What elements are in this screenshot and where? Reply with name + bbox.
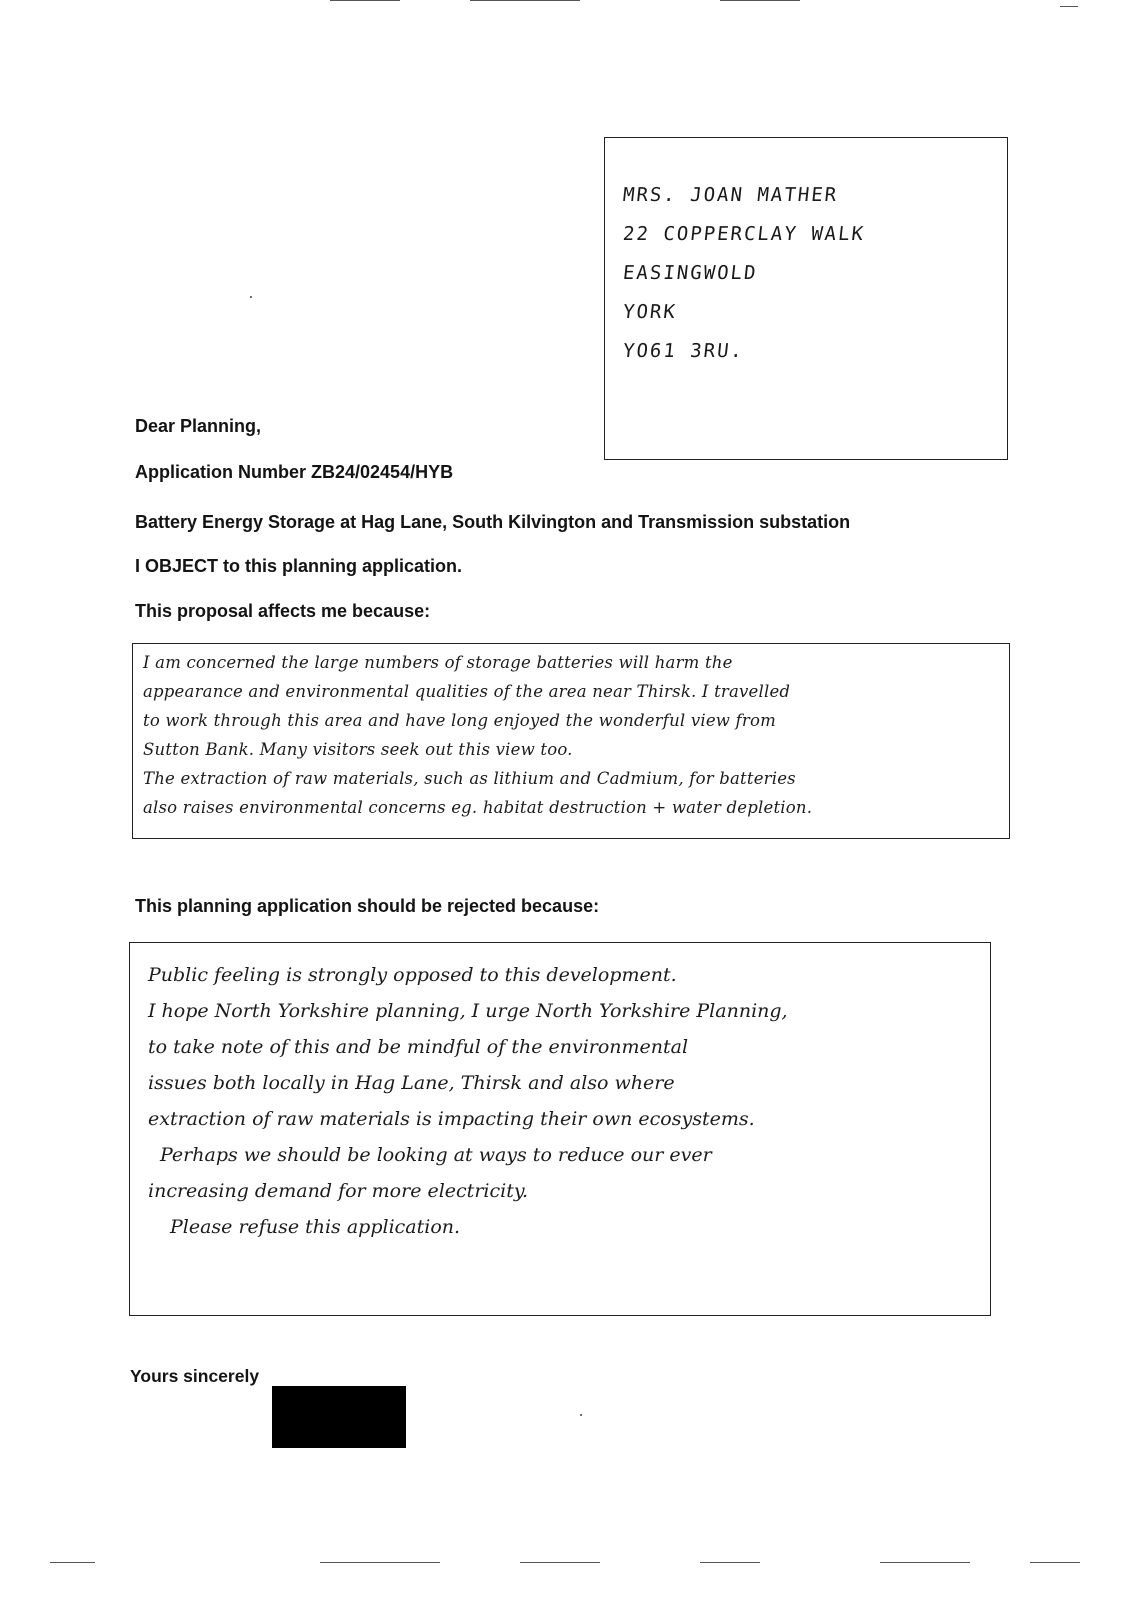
scan-speck (250, 296, 252, 298)
handwritten-line: I am concerned the large numbers of storage batteries will harm the (143, 653, 733, 672)
application-subject: Battery Energy Storage at Hag Lane, South Kilvington and Transmission substation (135, 512, 851, 532)
salutation: Dear Planning, (135, 416, 262, 436)
scan-edge-top-3 (720, 0, 800, 1)
signature-redaction (272, 1386, 406, 1448)
scan-edge-bottom-3 (520, 1562, 600, 1563)
scan-speck (580, 1414, 582, 1416)
address-line: YO61 3RU. (621, 340, 746, 362)
handwritten-line: Public feeling is strongly opposed to this development. (148, 964, 677, 986)
scan-edge-top-4 (1060, 6, 1078, 7)
objection-statement: I OBJECT to this planning application. (135, 556, 463, 576)
scan-edge-bottom-5 (880, 1562, 970, 1563)
sender-address-box (604, 137, 1008, 460)
handwritten-line: I hope North Yorkshire planning, I urge North Yorkshire Planning, (148, 1000, 788, 1022)
address-line: YORK (621, 301, 678, 323)
rejected-heading: This planning application should be rejected because: (135, 896, 600, 916)
address-line: MRS. JOAN MATHER (621, 184, 840, 206)
handwritten-line: also raises environmental concerns eg. habitat destruction + water depletion. (143, 798, 813, 817)
handwritten-line: increasing demand for more electricity. (148, 1180, 529, 1202)
scan-edge-top-2 (470, 0, 580, 1)
scan-edge-top-1 (330, 0, 400, 1)
affects-response (143, 648, 1009, 822)
rejected-response-box (129, 942, 991, 1316)
sender-address (623, 176, 865, 371)
scan-edge-bottom-4 (700, 1562, 760, 1563)
handwritten-line: Please refuse this application. (170, 1216, 461, 1238)
handwritten-line: to take note of this and be mindful of the environmental (148, 1036, 689, 1058)
signoff: Yours sincerely (130, 1366, 260, 1386)
scan-edge-bottom-2 (320, 1562, 440, 1563)
address-line: EASINGWOLD (621, 262, 759, 284)
rejected-response (148, 957, 990, 1245)
affects-heading: This proposal affects me because: (135, 601, 431, 621)
handwritten-line: extraction of raw materials is impacting their own ecosystems. (148, 1108, 755, 1130)
handwritten-line: The extraction of raw materials, such as lithium and Cadmium, for batteries (143, 769, 796, 788)
handwritten-line: issues both locally in Hag Lane, Thirsk and also where (148, 1072, 675, 1094)
handwritten-line: to work through this area and have long enjoyed the wonderful view from (143, 711, 776, 730)
address-line: 22 COPPERCLAY WALK (621, 223, 867, 245)
affects-response-box (132, 643, 1010, 839)
scan-edge-bottom-6 (1030, 1562, 1080, 1563)
scan-edge-bottom-1 (50, 1562, 95, 1563)
application-number: Application Number ZB24/02454/HYB (135, 462, 454, 482)
handwritten-line: Sutton Bank. Many visitors seek out this view too. (143, 740, 573, 759)
handwritten-line: appearance and environmental qualities of the area near Thirsk. I travelled (143, 682, 791, 701)
handwritten-line: Perhaps we should be looking at ways to reduce our ever (160, 1144, 712, 1166)
